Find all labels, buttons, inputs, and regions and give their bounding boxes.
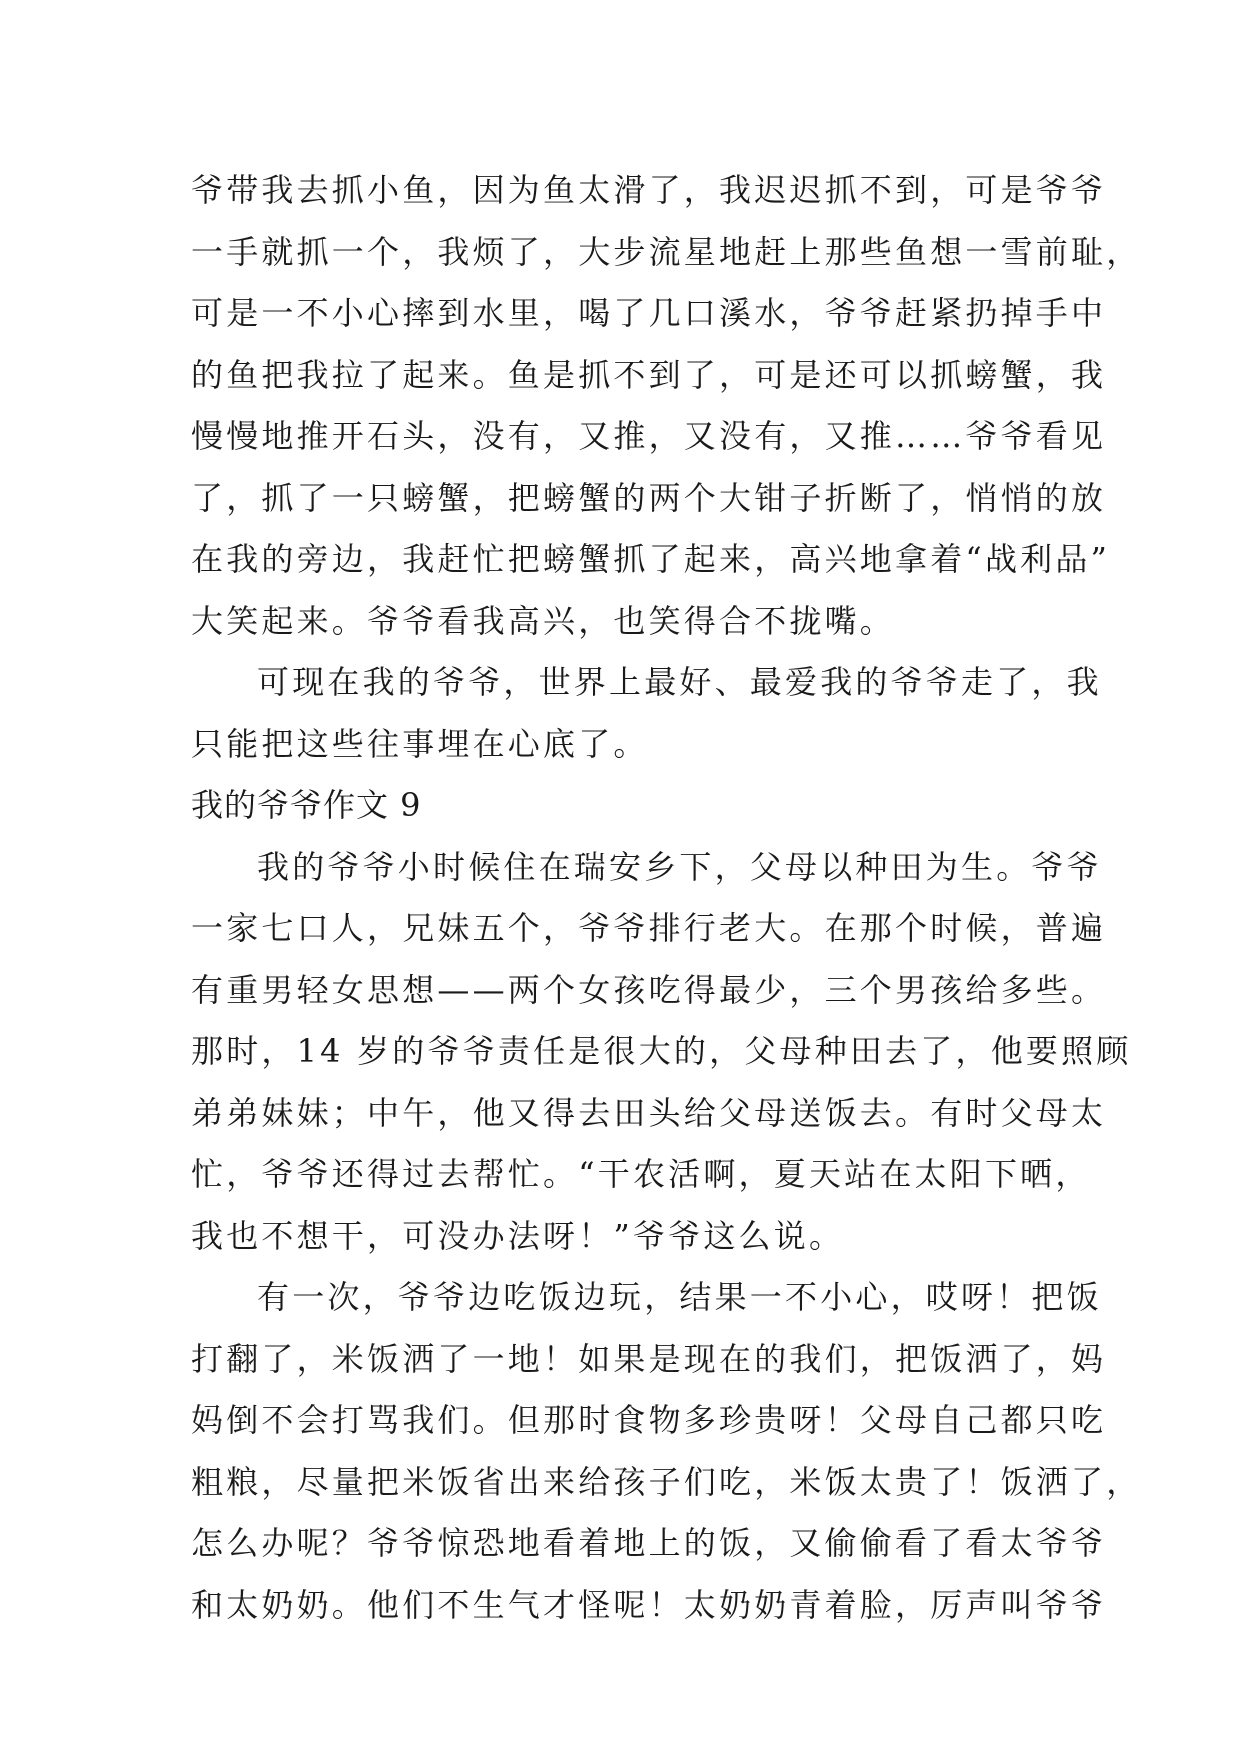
text-line: 怎么办呢？爷爷惊恐地看着地上的饭，又偷偷看了看太爷爷	[191, 1524, 1107, 1562]
paragraph-spilled-rice	[191, 1267, 1142, 1636]
essay-heading: 我的爷爷作文 9	[191, 786, 422, 824]
text-line: 可是一不小心摔到水里，喝了几口溪水，爷爷赶紧扔掉手中	[191, 294, 1107, 332]
text-line: 只能把这些往事埋在心底了。	[191, 724, 649, 763]
text-line: 弟弟妹妹；中午，他又得去田头给父母送饭去。有时父母太	[191, 1093, 1107, 1132]
essay-body	[191, 160, 1142, 1636]
text-line: 打翻了，米饭洒了一地！如果是现在的我们，把饭洒了，妈	[191, 1339, 1107, 1378]
text-line: 和太奶奶。他们不生气才怪呢！太奶奶青着脸，厉声叫爷爷	[191, 1585, 1107, 1624]
text-line: 了，抓了一只螃蟹，把螃蟹的两个大钳子折断了，悄悄的放	[191, 478, 1107, 517]
text-line: 慢慢地推开石头，没有，又推，又没有，又推……爷爷看见	[191, 417, 1107, 455]
text-line: 爷带我去抓小鱼，因为鱼太滑了，我迟迟抓不到，可是爷爷	[191, 171, 1107, 209]
text-line: 一家七口人，兄妹五个，爷爷排行老大。在那个时候，普遍	[191, 909, 1107, 947]
text-line: 有重男轻女思想——两个女孩吃得最少，三个男孩给多些。	[191, 970, 1107, 1009]
paragraph-catching-fish	[191, 160, 1142, 652]
paragraph-childhood	[191, 837, 1132, 1268]
paragraph-grandpa-passed	[191, 652, 1102, 775]
text-line: 大笑起来。爷爷看我高兴，也笑得合不拢嘴。	[191, 601, 896, 640]
text-line: 在我的旁边，我赶忙把螃蟹抓了起来，高兴地拿着“战利品”	[191, 540, 1111, 578]
text-line: 忙，爷爷还得过去帮忙。“干农活啊，夏天站在太阳下晒，	[191, 1155, 1091, 1193]
text-line: 我的爷爷小时候住在瑞安乡下，父母以种田为生。爷爷	[257, 847, 1102, 886]
text-line: 妈倒不会打骂我们。但那时食物多珍贵呀！父母自己都只吃	[191, 1401, 1107, 1439]
text-line: 那时，14 岁的爷爷责任是很大的，父母种田去了，他要照顾	[191, 1032, 1132, 1070]
text-line: 我也不想干，可没办法呀！”爷爷这么说。	[191, 1216, 845, 1255]
text-line: 粗粮，尽量把米饭省出来给孩子们吃，米饭太贵了！饭洒了，	[191, 1462, 1142, 1501]
text-line: 的鱼把我拉了起来。鱼是抓不到了，可是还可以抓螃蟹，我	[191, 355, 1107, 394]
text-line: 一手就抓一个，我烦了，大步流星地赶上那些鱼想一雪前耻，	[191, 232, 1142, 271]
text-line: 有一次，爷爷边吃饭边玩，结果一不小心，哎呀！把饭	[257, 1278, 1102, 1316]
text-line: 可现在我的爷爷，世界上最好、最爱我的爷爷走了，我	[257, 663, 1102, 701]
